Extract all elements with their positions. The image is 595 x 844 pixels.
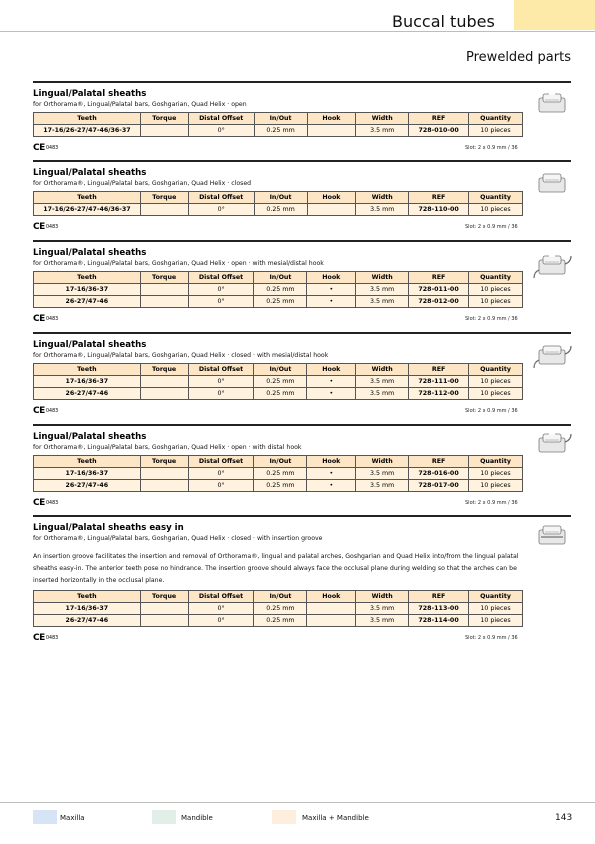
cell-torque: [140, 468, 188, 480]
footer-divider: [0, 802, 595, 803]
column-header-hook: Hook: [307, 591, 356, 603]
table-header-row: [34, 456, 523, 468]
ce-mark: CE: [33, 314, 45, 324]
cell-teeth: 17-16/26-27/47-46/36-37: [34, 204, 141, 216]
cell-hook: [307, 204, 356, 216]
cell-teeth: 26-27/47-46: [34, 296, 141, 308]
section-divider: [33, 240, 571, 242]
cell-in-out: 0.25 mm: [254, 388, 307, 400]
certification-line: [33, 406, 571, 418]
header-divider: [0, 31, 595, 32]
certification-line: [33, 633, 571, 645]
column-header-teeth: Teeth: [34, 113, 141, 125]
easy-in-sheath-icon: [533, 520, 573, 552]
cell-in-out: 0.25 mm: [254, 615, 307, 627]
column-header-in-out: In/Out: [254, 113, 307, 125]
cell-width: 3.5 mm: [356, 125, 409, 137]
column-header-in-out: In/Out: [254, 456, 307, 468]
cell-in-out: 0.25 mm: [254, 603, 307, 615]
cell-in-out: 0.25 mm: [254, 204, 307, 216]
product-section: [33, 523, 571, 645]
cell-ref: 728-010-00: [409, 125, 469, 137]
column-header-quantity: Quantity: [469, 456, 523, 468]
column-header-hook: Hook: [307, 113, 356, 125]
column-header-in-out: In/Out: [254, 272, 307, 284]
column-header-distal-offset: Distal Offset: [188, 192, 254, 204]
cell-in-out: 0.25 mm: [254, 468, 307, 480]
column-header-ref: REF: [409, 364, 469, 376]
open-sheath-icon: [533, 88, 573, 120]
cell-teeth: 26-27/47-46: [34, 615, 141, 627]
cell-ref: 728-017-00: [409, 480, 469, 492]
table-row: [34, 603, 523, 615]
cell-distal-offset: 0°: [188, 615, 254, 627]
cell-teeth: 17-16/26-27/47-46/36-37: [34, 125, 141, 137]
cell-width: 3.5 mm: [356, 284, 409, 296]
column-header-torque: Torque: [140, 113, 188, 125]
product-section: [33, 248, 571, 326]
cell-teeth: 26-27/47-46: [34, 388, 141, 400]
slot-size: Slot: 2 x 0.9 mm / 36: [465, 145, 518, 151]
cell-torque: [140, 284, 188, 296]
column-header-distal-offset: Distal Offset: [188, 456, 254, 468]
cell-distal-offset: 0°: [188, 125, 254, 137]
cell-width: 3.5 mm: [356, 204, 409, 216]
table-row: [34, 376, 523, 388]
cell-hook: [307, 125, 356, 137]
table-row: [34, 296, 523, 308]
column-header-torque: Torque: [140, 192, 188, 204]
column-header-ref: REF: [409, 113, 469, 125]
product-section: [33, 168, 571, 234]
column-header-ref: REF: [409, 192, 469, 204]
section-description: for Orthorama®, Lingual/Palatal bars, Goshgarian, Quad Helix · closed: [33, 180, 252, 187]
ce-number: 0483: [46, 225, 59, 230]
section-divider: [33, 515, 571, 517]
section-description: for Orthorama®, Lingual/Palatal bars, Goshgarian, Quad Helix · open · with distal hook: [33, 444, 302, 451]
section-divider: [33, 424, 571, 426]
cell-torque: [140, 603, 188, 615]
column-header-width: Width: [356, 113, 409, 125]
slot-size: Slot: 2 x 0.9 mm / 36: [465, 408, 518, 414]
section-title: Lingual/Palatal sheaths: [33, 168, 147, 178]
cell-hook: •: [307, 296, 356, 308]
cell-ref: 728-012-00: [409, 296, 469, 308]
column-header-hook: Hook: [307, 192, 356, 204]
section-divider: [33, 160, 571, 162]
cell-hook: •: [307, 468, 356, 480]
cell-in-out: 0.25 mm: [254, 284, 307, 296]
column-header-torque: Torque: [140, 364, 188, 376]
cell-torque: [140, 388, 188, 400]
spec-table: [33, 112, 523, 137]
legend-label-maxilla: Maxilla: [60, 814, 85, 822]
column-header-teeth: Teeth: [34, 192, 141, 204]
cell-distal-offset: 0°: [188, 284, 254, 296]
cell-ref: 728-112-00: [409, 388, 469, 400]
table-header-row: [34, 591, 523, 603]
cell-width: 3.5 mm: [356, 603, 409, 615]
cell-ref: 728-011-00: [409, 284, 469, 296]
table-row: [34, 615, 523, 627]
cell-width: 3.5 mm: [356, 296, 409, 308]
cell-torque: [140, 615, 188, 627]
cell-width: 3.5 mm: [356, 388, 409, 400]
cell-quantity: 10 pieces: [469, 284, 523, 296]
column-header-quantity: Quantity: [469, 272, 523, 284]
column-header-distal-offset: Distal Offset: [188, 364, 254, 376]
section-divider: [33, 332, 571, 334]
column-header-width: Width: [356, 192, 409, 204]
cell-quantity: 10 pieces: [469, 296, 523, 308]
column-header-teeth: Teeth: [34, 272, 141, 284]
table-header-row: [34, 192, 523, 204]
ce-mark: CE: [33, 143, 45, 153]
distal-hook-sheath-icon: [533, 428, 573, 460]
cell-in-out: 0.25 mm: [254, 125, 307, 137]
cell-torque: [140, 296, 188, 308]
product-section: [33, 89, 571, 155]
column-header-torque: Torque: [140, 456, 188, 468]
legend-swatch-maxilla: [33, 810, 57, 824]
cell-distal-offset: 0°: [188, 296, 254, 308]
open-hook-sheath-icon: [533, 250, 573, 282]
slot-size: Slot: 2 x 0.9 mm / 36: [465, 500, 518, 506]
table-header-row: [34, 272, 523, 284]
certification-line: [33, 143, 571, 155]
legend-swatch-mandible: [152, 810, 176, 824]
column-header-teeth: Teeth: [34, 591, 141, 603]
section-title: Lingual/Palatal sheaths: [33, 248, 147, 258]
table-header-row: [34, 113, 523, 125]
cell-quantity: 10 pieces: [469, 468, 523, 480]
ce-number: 0483: [46, 636, 59, 641]
cell-width: 3.5 mm: [356, 615, 409, 627]
slot-size: Slot: 2 x 0.9 mm / 36: [465, 316, 518, 322]
column-header-quantity: Quantity: [469, 364, 523, 376]
column-header-in-out: In/Out: [254, 591, 307, 603]
page-number: 143: [555, 813, 573, 823]
cell-hook: •: [307, 480, 356, 492]
closed-hook-sheath-icon: [533, 340, 573, 372]
section-description: for Orthorama®, Lingual/Palatal bars, Goshgarian, Quad Helix · closed · with mesial/distal hook: [33, 352, 329, 359]
section-title: Lingual/Palatal sheaths: [33, 89, 147, 99]
cell-torque: [140, 125, 188, 137]
cell-width: 3.5 mm: [356, 480, 409, 492]
slot-size: Slot: 2 x 0.9 mm / 36: [465, 224, 518, 230]
cell-in-out: 0.25 mm: [254, 480, 307, 492]
cell-width: 3.5 mm: [356, 468, 409, 480]
spec-table: [33, 455, 523, 492]
column-header-width: Width: [356, 272, 409, 284]
cell-ref: 728-110-00: [409, 204, 469, 216]
ce-number: 0483: [46, 501, 59, 506]
cell-in-out: 0.25 mm: [254, 296, 307, 308]
table-row: [34, 480, 523, 492]
cell-torque: [140, 204, 188, 216]
cell-hook: [307, 615, 356, 627]
cell-hook: •: [307, 388, 356, 400]
cell-distal-offset: 0°: [188, 388, 254, 400]
cell-quantity: 10 pieces: [469, 615, 523, 627]
spec-table: [33, 590, 523, 627]
column-header-distal-offset: Distal Offset: [188, 272, 254, 284]
cell-hook: •: [307, 284, 356, 296]
table-row: [34, 284, 523, 296]
column-header-ref: REF: [409, 272, 469, 284]
cell-in-out: 0.25 mm: [254, 376, 307, 388]
page-title: Buccal tubes: [392, 12, 495, 31]
page-subtitle: Prewelded parts: [466, 50, 571, 65]
chapter-tab: [514, 0, 595, 30]
cell-hook: [307, 603, 356, 615]
cell-teeth: 17-16/36-37: [34, 376, 141, 388]
section-title: Lingual/Palatal sheaths: [33, 432, 147, 442]
column-header-quantity: Quantity: [469, 113, 523, 125]
cell-width: 3.5 mm: [356, 376, 409, 388]
table-row: [34, 125, 523, 137]
legend-swatch-maxilla-mandible: [272, 810, 296, 824]
slot-size: Slot: 2 x 0.9 mm / 36: [465, 635, 518, 641]
legend-label-mandible: Mandible: [181, 814, 213, 822]
column-header-teeth: Teeth: [34, 456, 141, 468]
column-header-quantity: Quantity: [469, 591, 523, 603]
table-header-row: [34, 364, 523, 376]
cell-distal-offset: 0°: [188, 468, 254, 480]
cell-teeth: 26-27/47-46: [34, 480, 141, 492]
column-header-hook: Hook: [307, 272, 356, 284]
section-description: for Orthorama®, Lingual/Palatal bars, Goshgarian, Quad Helix · open · with mesial/distal hook: [33, 260, 324, 267]
cell-quantity: 10 pieces: [469, 204, 523, 216]
ce-mark: CE: [33, 633, 45, 643]
column-header-distal-offset: Distal Offset: [188, 113, 254, 125]
cell-torque: [140, 376, 188, 388]
section-title: Lingual/Palatal sheaths easy in: [33, 523, 184, 533]
ce-number: 0483: [46, 317, 59, 322]
cell-quantity: 10 pieces: [469, 125, 523, 137]
certification-line: [33, 314, 571, 326]
cell-quantity: 10 pieces: [469, 480, 523, 492]
cell-quantity: 10 pieces: [469, 376, 523, 388]
column-header-torque: Torque: [140, 272, 188, 284]
spec-table: [33, 271, 523, 308]
column-header-teeth: Teeth: [34, 364, 141, 376]
column-header-hook: Hook: [307, 364, 356, 376]
section-title: Lingual/Palatal sheaths: [33, 340, 147, 350]
certification-line: [33, 222, 571, 234]
cell-teeth: 17-16/36-37: [34, 468, 141, 480]
section-description: for Orthorama®, Lingual/Palatal bars, Goshgarian, Quad Helix · closed · with insertion groove: [33, 535, 323, 542]
column-header-width: Width: [356, 591, 409, 603]
cell-quantity: 10 pieces: [469, 603, 523, 615]
closed-sheath-icon: [533, 168, 573, 200]
column-header-quantity: Quantity: [469, 192, 523, 204]
cell-ref: 728-114-00: [409, 615, 469, 627]
cell-torque: [140, 480, 188, 492]
legend-label-maxilla-mandible: Maxilla + Mandible: [302, 814, 369, 822]
cell-distal-offset: 0°: [188, 376, 254, 388]
table-row: [34, 468, 523, 480]
product-section: [33, 340, 571, 418]
column-header-ref: REF: [409, 456, 469, 468]
table-row: [34, 204, 523, 216]
cell-teeth: 17-16/36-37: [34, 284, 141, 296]
section-description: for Orthorama®, Lingual/Palatal bars, Goshgarian, Quad Helix · open: [33, 101, 247, 108]
column-header-torque: Torque: [140, 591, 188, 603]
column-header-width: Width: [356, 364, 409, 376]
certification-line: [33, 498, 571, 510]
column-header-in-out: In/Out: [254, 192, 307, 204]
column-header-in-out: In/Out: [254, 364, 307, 376]
product-section: [33, 432, 571, 510]
cell-ref: 728-111-00: [409, 376, 469, 388]
column-header-ref: REF: [409, 591, 469, 603]
column-header-hook: Hook: [307, 456, 356, 468]
ce-mark: CE: [33, 222, 45, 232]
column-header-width: Width: [356, 456, 409, 468]
cell-hook: •: [307, 376, 356, 388]
cell-distal-offset: 0°: [188, 480, 254, 492]
cell-teeth: 17-16/36-37: [34, 603, 141, 615]
spec-table: [33, 363, 523, 400]
cell-ref: 728-113-00: [409, 603, 469, 615]
column-header-distal-offset: Distal Offset: [188, 591, 254, 603]
ce-number: 0483: [46, 146, 59, 151]
cell-quantity: 10 pieces: [469, 388, 523, 400]
ce-number: 0483: [46, 409, 59, 414]
ce-mark: CE: [33, 498, 45, 508]
cell-distal-offset: 0°: [188, 204, 254, 216]
cell-distal-offset: 0°: [188, 603, 254, 615]
ce-mark: CE: [33, 406, 45, 416]
section-divider: [33, 81, 571, 83]
table-row: [34, 388, 523, 400]
cell-ref: 728-016-00: [409, 468, 469, 480]
spec-table: [33, 191, 523, 216]
section-paragraph: An insertion groove facilitates the insertion and removal of Orthorama®, lingual and palatal arches, Goshgarian and Quad Helix into/from the lingual palatal sheaths easy-in. The anterior teeth pose no hindrance. The insertion groove should always face the occlusal plane during welding so that the arches can be inserted horizontally in the occlusal plane.: [33, 553, 519, 584]
